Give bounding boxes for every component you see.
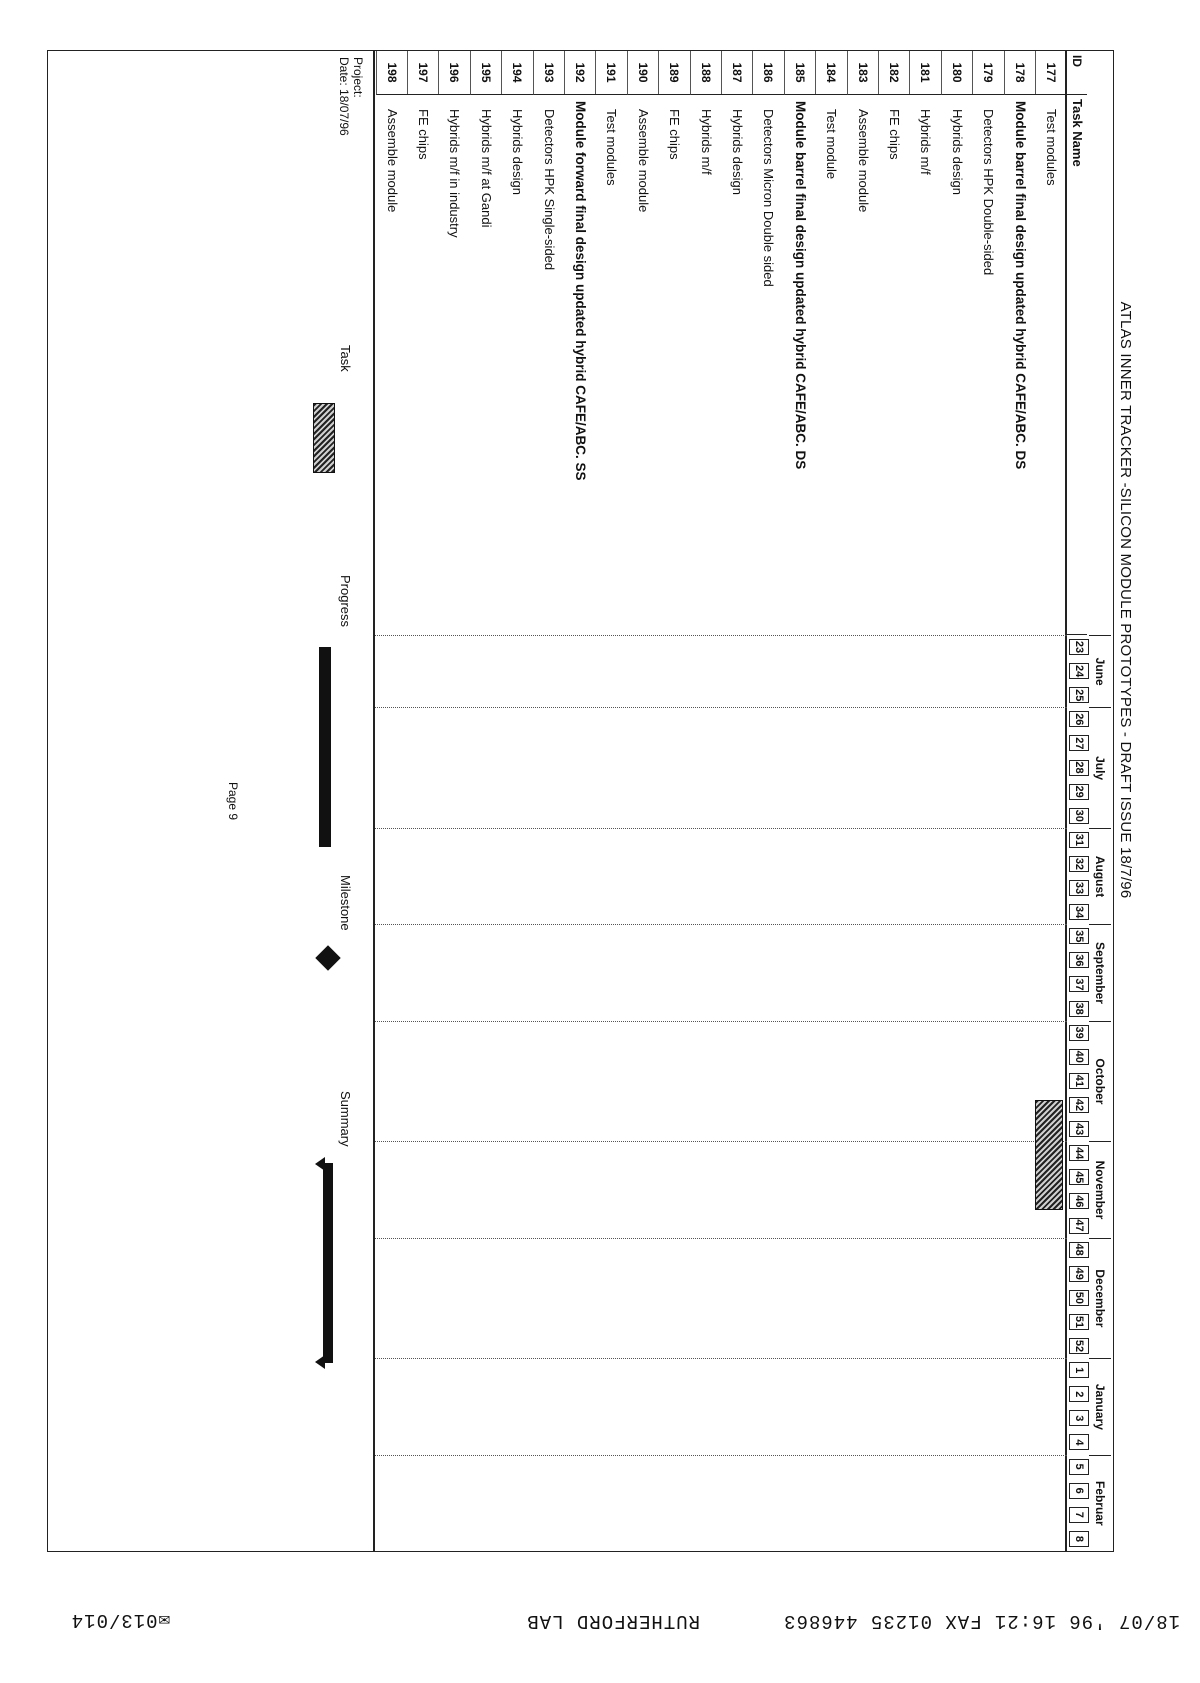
task-row <box>376 51 408 1551</box>
task-id: 180 <box>941 51 973 95</box>
task-id: 198 <box>376 51 408 95</box>
task-name: Detectors Micron Double sided <box>761 109 777 287</box>
week-number: 31 <box>1069 832 1089 848</box>
month-label: January <box>1089 1358 1111 1454</box>
task-row <box>501 51 533 1551</box>
grid-line <box>375 1141 1067 1142</box>
task-id: 192 <box>564 51 596 95</box>
week-number: 45 <box>1069 1169 1089 1185</box>
week-number: 30 <box>1069 808 1089 824</box>
task-id: 196 <box>438 51 470 95</box>
task-name: Assemble module <box>384 109 400 213</box>
legend-task-label: Task <box>338 345 353 372</box>
week-number: 41 <box>1069 1073 1089 1089</box>
grid-line <box>375 635 1067 636</box>
task-row <box>909 51 941 1551</box>
legend-summary-label: Summary <box>338 1091 353 1147</box>
page-number: Page 9 <box>226 781 240 821</box>
task-id: 182 <box>878 51 910 95</box>
month-label: September <box>1089 924 1111 1020</box>
task-id: 193 <box>533 51 565 95</box>
week-number: 43 <box>1069 1121 1089 1137</box>
task-name: Detectors HPK Single-sided <box>541 109 557 271</box>
legend-progress-swatch <box>319 647 331 847</box>
month-label: Februar <box>1089 1455 1111 1551</box>
grid-line <box>375 1455 1067 1456</box>
task-row <box>658 51 690 1551</box>
task-row <box>878 51 910 1551</box>
week-number: 2 <box>1069 1386 1089 1402</box>
week-number: 37 <box>1069 976 1089 992</box>
task-row <box>595 51 627 1551</box>
legend-milestone-diamond-icon <box>315 945 340 970</box>
task-id: 186 <box>752 51 784 95</box>
task-row <box>752 51 784 1551</box>
week-number: 35 <box>1069 928 1089 944</box>
task-id: 189 <box>658 51 690 95</box>
task-name: Hybrids design <box>730 109 745 195</box>
task-name: Hybrids m/f in industry <box>447 109 463 238</box>
task-row <box>847 51 879 1551</box>
week-number: 49 <box>1069 1266 1089 1282</box>
task-name: Module barrel final design updated hybrid CAFE/ABC. DS <box>1012 101 1028 470</box>
task-id: 185 <box>784 51 816 95</box>
legend-summary-swatch <box>323 1163 333 1363</box>
week-number: 47 <box>1069 1218 1089 1234</box>
task-row <box>815 51 847 1551</box>
task-id: 197 <box>407 51 439 95</box>
gantt-frame <box>47 50 1114 1552</box>
task-name: Assemble module <box>635 109 651 213</box>
task-name: FE chips <box>416 109 431 160</box>
task-name-column-header: Task Name <box>1067 95 1087 635</box>
week-number: 7 <box>1069 1507 1089 1523</box>
task-name: Hybrids m/f <box>698 109 714 175</box>
task-id: 187 <box>721 51 753 95</box>
task-name: Hybrids design <box>510 109 526 195</box>
week-number: 1 <box>1069 1362 1089 1378</box>
task-id: 191 <box>595 51 627 95</box>
task-row <box>564 51 596 1551</box>
week-number: 38 <box>1069 1001 1089 1017</box>
grid-line <box>375 707 1067 708</box>
month-label: October <box>1089 1021 1111 1142</box>
task-id: 190 <box>627 51 659 95</box>
task-id: 179 <box>972 51 1004 95</box>
week-number: 42 <box>1069 1097 1089 1113</box>
fax-header-left: 18/07 '96 16:21 FAX 01235 446863 <box>783 1610 1180 1632</box>
month-label: December <box>1089 1238 1111 1359</box>
week-number: 46 <box>1069 1193 1089 1209</box>
task-name: Hybrids m/f at Gandi <box>478 109 494 228</box>
task-row <box>627 51 659 1551</box>
task-id: 178 <box>1004 51 1036 95</box>
gantt-header <box>1065 51 1113 1551</box>
week-number: 27 <box>1069 735 1089 751</box>
task-name: Hybrids m/f <box>918 109 934 175</box>
task-name: Test module <box>824 109 840 180</box>
project-info <box>337 57 365 136</box>
month-header-row <box>1089 635 1113 1551</box>
task-name: Module forward final design updated hybrid CAFE/ABC. SS <box>573 101 588 481</box>
task-name: Detectors HPK Double-sided <box>981 109 997 276</box>
task-id: 177 <box>1035 51 1067 95</box>
week-number: 34 <box>1069 904 1089 920</box>
week-number: 4 <box>1069 1434 1089 1450</box>
project-label: Project: <box>351 57 365 98</box>
task-row <box>438 51 470 1551</box>
task-id: 181 <box>909 51 941 95</box>
week-number: 24 <box>1069 663 1089 679</box>
task-id: 183 <box>847 51 879 95</box>
grid-line <box>375 828 1067 829</box>
week-number: 51 <box>1069 1314 1089 1330</box>
task-row <box>690 51 722 1551</box>
week-header-row <box>1067 635 1089 1551</box>
month-label: June <box>1089 635 1111 707</box>
legend <box>48 51 375 1551</box>
legend-milestone-label: Milestone <box>338 875 353 931</box>
legend-progress-label: Progress <box>338 575 353 628</box>
task-name: FE chips <box>667 109 683 160</box>
month-label: July <box>1089 707 1111 828</box>
task-name: Module barrel final design updated hybrid CAFE/ABC. DS <box>792 101 808 470</box>
week-number: 28 <box>1069 760 1089 776</box>
legend-task-swatch <box>313 403 335 473</box>
task-id: 194 <box>501 51 533 95</box>
task-row <box>470 51 502 1551</box>
task-name: Test modules <box>604 109 620 186</box>
fax-header <box>0 1592 1200 1642</box>
document-title: ATLAS INNER TRACKER -SILICON MODULE PROTOTYPES - DRAFT ISSUE 18/7/96 <box>1117 301 1134 899</box>
fax-header-center: RUTHERFORD LAB <box>526 1610 700 1632</box>
week-number: 44 <box>1069 1145 1089 1161</box>
task-bar-177 <box>1035 1100 1063 1210</box>
fax-header-right: ✉013/014 <box>70 1609 170 1631</box>
gantt-page <box>38 30 1138 1580</box>
week-number: 3 <box>1069 1410 1089 1426</box>
week-number: 33 <box>1069 880 1089 896</box>
grid-line <box>375 924 1067 925</box>
week-number: 8 <box>1069 1531 1089 1547</box>
task-row <box>533 51 565 1551</box>
month-label: August <box>1089 828 1111 924</box>
task-row <box>972 51 1004 1551</box>
task-row <box>1004 51 1036 1551</box>
week-number: 32 <box>1069 856 1089 872</box>
task-id: 184 <box>815 51 847 95</box>
week-number: 40 <box>1069 1049 1089 1065</box>
task-row <box>1035 51 1067 1551</box>
task-id: 195 <box>470 51 502 95</box>
week-number: 39 <box>1069 1025 1089 1041</box>
task-id: 188 <box>690 51 722 95</box>
month-label: November <box>1089 1141 1111 1237</box>
grid-line <box>375 1238 1067 1239</box>
week-number: 5 <box>1069 1459 1089 1475</box>
task-name: Test modules <box>1044 109 1059 186</box>
week-number: 52 <box>1069 1338 1089 1354</box>
project-date: Date: 18/07/96 <box>337 57 351 136</box>
grid-line <box>375 1358 1067 1359</box>
task-name: Hybrids design <box>949 109 965 195</box>
task-row <box>784 51 816 1551</box>
week-number: 23 <box>1069 639 1089 655</box>
grid-line <box>375 1021 1067 1022</box>
task-name: Assemble module <box>855 109 871 213</box>
week-number: 50 <box>1069 1290 1089 1306</box>
id-column-header: ID <box>1067 51 1087 95</box>
week-number: 29 <box>1069 784 1089 800</box>
week-number: 26 <box>1069 711 1089 727</box>
week-number: 6 <box>1069 1483 1089 1499</box>
week-number: 48 <box>1069 1242 1089 1258</box>
week-number: 25 <box>1069 687 1089 703</box>
task-row <box>721 51 753 1551</box>
week-number: 36 <box>1069 952 1089 968</box>
task-row <box>941 51 973 1551</box>
task-row <box>407 51 439 1551</box>
task-name: FE chips <box>887 109 902 160</box>
